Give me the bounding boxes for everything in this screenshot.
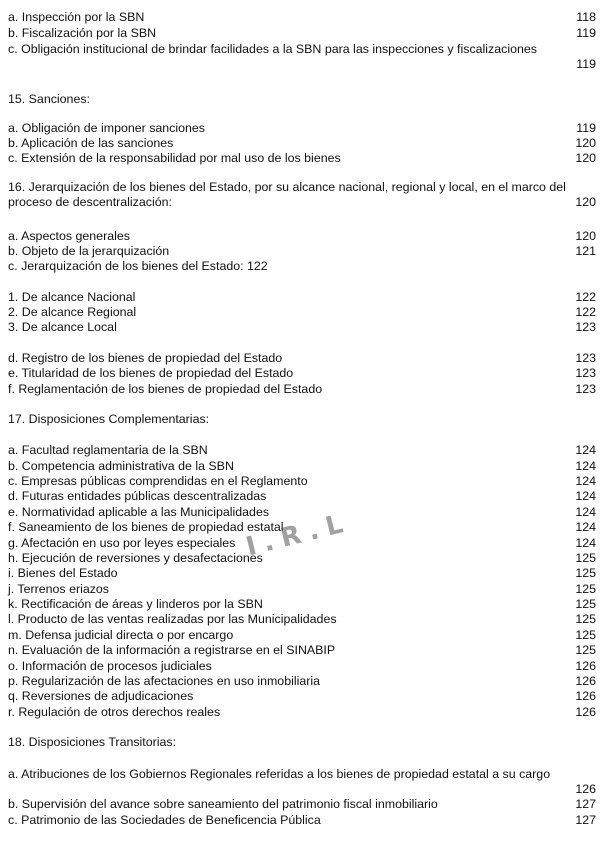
entry-title: a. Atribuciones de los Gobiernos Regionales referidas a los bienes de propiedad estatal a su cargo: [8, 767, 551, 781]
entry-title: 16. Jerarquización de los bienes del Estado, por su alcance nacional, regional y local, en el marco del proceso de descentralización:: [8, 180, 566, 209]
index-entry: [8, 305, 596, 320]
entry-title: a. Aspectos generales: [8, 229, 130, 243]
entry-page-number: 123: [575, 320, 596, 334]
entry-page-number: 119: [576, 57, 596, 71]
entry-title: f. Reglamentación de los bienes de propiedad del Estado: [8, 382, 323, 396]
entry-page-number: 118: [576, 10, 596, 24]
entry-title: h. Ejecución de reversiones y desafectaciones: [8, 551, 263, 565]
entry-page-number: 123: [575, 366, 596, 380]
entry-title: q. Reversiones de adjudicaciones: [8, 689, 194, 703]
entry-title: d. Futuras entidades públicas descentralizadas: [8, 489, 267, 503]
index-entry: [8, 320, 596, 335]
index-entry: [8, 659, 596, 674]
entry-title: e. Normatividad aplicable a las Municipalidades: [8, 505, 270, 519]
entry-title: 3. De alcance Local: [8, 320, 117, 334]
index-entry: [8, 366, 596, 381]
entry-title: j. Terrenos eriazos: [8, 582, 110, 596]
index-entry: [8, 290, 596, 305]
entry-title: 1. De alcance Nacional: [8, 290, 136, 304]
entry-title: n. Evaluación de la información a registrarse en el SINABIP: [8, 643, 336, 657]
entry-page-number: 126: [575, 659, 596, 673]
entry-page-number: 120: [575, 195, 596, 209]
entry-page-number: 124: [575, 536, 596, 550]
entry-title: o. Información de procesos judiciales: [8, 659, 212, 673]
entry-title: k. Rectificación de áreas y linderos por la SBN: [8, 597, 263, 611]
index-entry: [8, 180, 596, 210]
section-heading: 18. Disposiciones Transitorias:: [8, 735, 177, 749]
entry-title: c. Jerarquización de los bienes del Estado: 122: [8, 259, 268, 273]
entry-page-number: 123: [575, 382, 596, 396]
entry-page-number: 122: [575, 290, 596, 304]
entry-title: b. Aplicación de las sanciones: [8, 136, 174, 150]
entry-title: a. Inspección por la SBN: [8, 10, 145, 24]
entry-page-number: 120: [575, 229, 596, 243]
entry-page-number: 119: [576, 121, 596, 135]
entry-page-number: 126: [575, 674, 596, 688]
entry-page-number: 123: [575, 351, 596, 365]
entry-title: l. Producto de las ventas realizadas por las Municipalidades: [8, 612, 337, 626]
entry-page-number: 126: [575, 782, 596, 796]
entry-page-number: 124: [575, 505, 596, 519]
entry-title: e. Titularidad de los bienes de propiedad del Estado: [8, 366, 294, 380]
entry-title: b. Fiscalización por la SBN: [8, 26, 157, 40]
index-entry: [8, 443, 596, 458]
index-entry: [8, 767, 596, 797]
index-entry: [8, 244, 596, 259]
index-entry: [8, 136, 596, 151]
entry-page-number: 121: [575, 244, 596, 258]
entry-page-number: 124: [575, 459, 596, 473]
entry-title: c. Patrimonio de las Sociedades de Beneficencia Pública: [8, 813, 321, 827]
entry-title: a. Facultad reglamentaria de la SBN: [8, 443, 208, 457]
index-entry: [8, 674, 596, 689]
index-entry: [8, 474, 596, 489]
index-entry: [8, 382, 596, 397]
entry-title: c. Empresas públicas comprendidas en el Reglamento: [8, 474, 308, 488]
index-entry: [8, 489, 596, 504]
entry-page-number: 124: [575, 520, 596, 534]
entry-page-number: 125: [575, 643, 596, 657]
entry-page-number: 127: [575, 797, 596, 811]
index-entry: [8, 797, 596, 812]
entry-title: f. Saneamiento de los bienes de propiedad estatal: [8, 520, 284, 534]
index-entry: [8, 705, 596, 720]
entry-title: g. Afectación en uso por leyes especiales: [8, 536, 236, 550]
index-entry: [8, 229, 596, 244]
entry-title: 2. De alcance Regional: [8, 305, 137, 319]
entry-page-number: 126: [575, 705, 596, 719]
index-entry: [8, 643, 596, 658]
index-entry: [8, 689, 596, 704]
entry-page-number: 122: [575, 305, 596, 319]
entry-title: c. Obligación institucional de brindar facilidades a la SBN para las inspecciones y fiscalizaciones: [8, 42, 537, 56]
index-entry: [8, 459, 596, 474]
entry-page-number: 127: [575, 813, 596, 827]
entry-page-number: 125: [575, 551, 596, 565]
entry-page-number: 120: [575, 151, 596, 165]
index-entry: [8, 151, 596, 166]
index-entry: [8, 813, 596, 828]
entry-title: r. Regulación de otros derechos reales: [8, 705, 221, 719]
index-entry: [8, 26, 596, 41]
entry-page-number: 125: [575, 582, 596, 596]
stamp-text: I.R.L: [243, 507, 354, 563]
entry-title: b. Competencia administrativa de la SBN: [8, 459, 234, 473]
entry-title: b. Objeto de la jerarquización: [8, 244, 170, 258]
entry-title: c. Extensión de la responsabilidad por mal uso de los bienes: [8, 151, 341, 165]
index-entry: [8, 121, 596, 136]
entry-page-number: 125: [575, 612, 596, 626]
entry-title: p. Regularización de las afectaciones en uso inmobiliaria: [8, 674, 321, 688]
entry-title: b. Supervisión del avance sobre saneamiento del patrimonio fiscal inmobiliario: [8, 797, 438, 811]
entry-page-number: 126: [575, 689, 596, 703]
index-entry: [8, 42, 596, 72]
entry-title: a. Obligación de imponer sanciones: [8, 121, 205, 135]
entry-page-number: 124: [575, 474, 596, 488]
entry-title: i. Bienes del Estado: [8, 566, 118, 580]
index-entry: [8, 10, 596, 25]
entry-page-number: 125: [575, 597, 596, 611]
entry-title: m. Defensa judicial directa o por encargo: [8, 628, 234, 642]
index-entry: [8, 597, 596, 612]
entry-page-number: 124: [575, 489, 596, 503]
entry-page-number: 124: [575, 443, 596, 457]
entry-title: d. Registro de los bienes de propiedad del Estado: [8, 351, 283, 365]
section-heading: 17. Disposiciones Complementarias:: [8, 412, 210, 426]
entry-page-number: 125: [575, 566, 596, 580]
entry-page-number: 125: [575, 628, 596, 642]
index-entry: [8, 351, 596, 366]
entry-page-number: 120: [575, 136, 596, 150]
index-entry: [8, 259, 596, 274]
index-entry: [8, 612, 596, 627]
index-entry: [8, 628, 596, 643]
entry-page-number: 119: [576, 26, 596, 40]
section-heading: 15. Sanciones:: [8, 92, 90, 106]
